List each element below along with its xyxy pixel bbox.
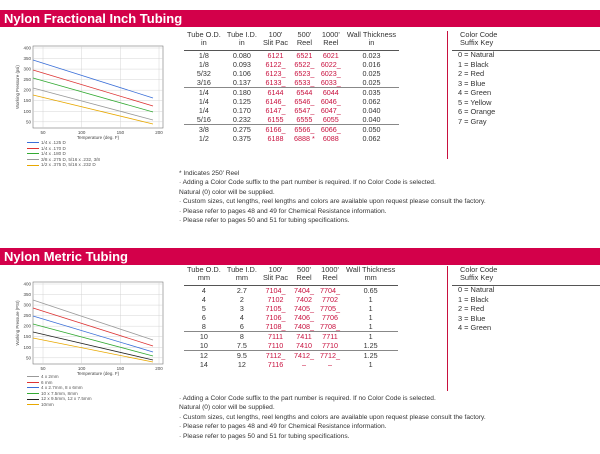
reel-1000-part-cell: 6055 (322, 115, 339, 124)
table-row (184, 106, 399, 115)
table-row (184, 97, 399, 106)
key-item: 6 = Orange (458, 107, 496, 116)
y-tick-label: 400 (23, 45, 31, 51)
column-header-line: Tube O.D. (187, 265, 221, 274)
y-tick-label: 100 (23, 344, 31, 350)
note-line: · Please refer to pages 50 and 51 for tubing specifications. (179, 432, 350, 440)
tube-id-cell: 0.137 (232, 78, 251, 87)
reel-1000-part-cell: 7708_ (320, 322, 341, 331)
wall-thickness-cell: 1 (368, 304, 373, 313)
reel-500-part-cell: 6546_ (294, 97, 315, 106)
note-line: · Please refer to pages 48 and 49 for Chemical Resistance information. (179, 423, 387, 431)
slit-pac-part-cell: 7111 (260, 332, 291, 342)
column-header-line: Wall Thickness (346, 30, 397, 39)
reel-1000-part-cell: 6066_ (318, 125, 344, 135)
legend-item (27, 402, 92, 408)
slit-pac-part-cell: 7105_ (265, 304, 286, 313)
fractional-tubing-table (184, 31, 399, 143)
tube-id-cell: 12 (237, 360, 246, 369)
reel-500-part-cell: 7411 (291, 332, 317, 342)
legend-swatch (27, 165, 39, 166)
tube-od-cell: 1/8 (198, 51, 209, 60)
tube-id-cell: 0.080 (232, 51, 251, 60)
legend-swatch (27, 376, 39, 377)
legend-label: 1/4 x .170 D (41, 145, 66, 151)
column-header (317, 266, 343, 286)
x-tick-label: 150 (116, 366, 125, 371)
table-row (184, 295, 398, 304)
tube-id-cell: 0.125 (232, 97, 251, 106)
table-row (184, 134, 399, 143)
key-item: 0 = Natural (458, 285, 495, 294)
column-header-unit: Reel (296, 273, 312, 282)
tube-od-cell: 5/16 (196, 115, 211, 124)
wall-thickness-cell: 1 (368, 360, 373, 369)
note-line: · Please refer to pages 48 and 49 for Chemical Resistance information. (179, 207, 387, 215)
key-item: 2 = Red (458, 304, 485, 313)
reel-500-part-cell: 6522_ (294, 60, 315, 69)
reel-1000-part-cell: – (328, 360, 333, 369)
section-title-metric: Nylon Metric Tubing (0, 248, 600, 265)
legend-label: 10mm (41, 401, 54, 407)
tube-id-cell: 9.5 (224, 351, 260, 361)
tube-id-cell: 0.170 (232, 106, 251, 115)
legend-swatch (27, 159, 39, 160)
notes-fractional (179, 169, 486, 225)
tube-id-cell: 3 (239, 304, 244, 313)
tube-od-cell: 14 (199, 360, 208, 369)
table-row (184, 286, 398, 296)
table-row (184, 322, 398, 332)
table-row (184, 351, 398, 361)
reel-1000-part-cell: 6023_ (320, 69, 341, 78)
reel-500-part-cell: 6523_ (294, 69, 315, 78)
slit-pac-part-cell: 6133_ (265, 78, 286, 87)
slit-pac-part-cell: 6146_ (265, 97, 286, 106)
key-item: 0 = Natural (458, 50, 495, 59)
tube-od-cell: 1/4 (184, 88, 224, 98)
x-tick-label: 200 (155, 130, 163, 135)
reel-500-part-cell: 6521 (296, 51, 313, 60)
wall-thickness-cell: 0.025 (362, 69, 381, 78)
legend-label: 1/4 x .125 D (41, 140, 66, 145)
slit-pac-part-cell: 6144 (260, 88, 291, 98)
note-line: · Please refer to pages 50 and 51 for tubing specifications. (179, 217, 350, 225)
reel-500-part-cell: – (302, 360, 307, 369)
wall-thickness-cell: 0.65 (363, 286, 378, 295)
table-divider (447, 266, 448, 391)
wall-thickness-cell: 0.025 (362, 78, 381, 87)
key-item: 4 = Green (458, 323, 492, 332)
tube-id-cell: 0.180 (224, 88, 260, 98)
tube-id-cell: 0.093 (232, 60, 251, 69)
pressure-chart-metric (3, 276, 175, 416)
tube-od-cell: 12 (184, 351, 224, 361)
wall-thickness-cell: 1 (368, 322, 373, 331)
key-item: 1 = Black (458, 59, 489, 69)
slit-pac-part-cell: 7116 (267, 360, 284, 369)
tube-id-cell: 2.7 (236, 286, 247, 295)
slit-pac-part-cell: 6188 (267, 134, 284, 143)
reel-1000-part-cell: 6022_ (320, 60, 341, 69)
wall-thickness-cell: 1.25 (363, 341, 378, 350)
key-item: 4 = Green (458, 88, 492, 97)
table-row (184, 125, 399, 135)
reel-1000-part-cell: 6046_ (320, 97, 341, 106)
reel-1000-part-cell: 6033_ (320, 78, 341, 87)
legend-swatch (27, 404, 39, 405)
note-line: Natural (0) color will be supplied. (179, 404, 275, 412)
table-row (184, 304, 398, 313)
reel-500-part-cell: 7412_ (291, 351, 317, 361)
wall-thickness-cell: 1 (368, 295, 373, 304)
reel-500-part-cell: 7405_ (294, 304, 315, 313)
color-code-key (452, 31, 497, 126)
table-row (184, 60, 399, 69)
legend-item (27, 162, 100, 168)
slit-pac-part-cell: 7102 (267, 295, 284, 304)
reel-1000-part-cell: 7711 (317, 332, 343, 342)
tube-id-cell: 0.232 (232, 115, 251, 124)
reel-500-part-cell: 7408_ (294, 322, 315, 331)
tube-od-cell: 3/8 (184, 125, 224, 135)
column-header (260, 266, 291, 286)
reel-500-part-cell: 7406_ (294, 313, 315, 322)
y-tick-label: 400 (23, 281, 31, 287)
key-item: 3 = Blue (458, 313, 486, 323)
column-header-line: 500' (297, 30, 312, 39)
y-tick-label: 300 (23, 66, 31, 72)
y-axis-label: Working Pressure (PSI) (15, 300, 20, 346)
column-header-line: 100' (268, 30, 283, 39)
column-header (344, 31, 399, 51)
reel-1000-part-cell: 7705_ (320, 304, 341, 313)
wall-thickness-cell: 0.040 (362, 106, 381, 115)
y-tick-label: 300 (23, 302, 31, 308)
column-header-unit: in (239, 38, 245, 47)
wall-thickness-cell: 1 (368, 313, 373, 322)
legend-label: 1/2 x .375 D, 5/16 x .232 D (41, 162, 96, 168)
x-tick-label: 50 (40, 130, 46, 135)
reel-1000-part-cell: 6021 (322, 51, 339, 60)
table-header-row (184, 266, 398, 286)
table-row (184, 51, 399, 61)
legend-label: 12 x 9.5mm, 12 x 7.5mm (41, 396, 92, 402)
table-row (184, 360, 398, 369)
slit-pac-part-cell: 6147_ (265, 106, 286, 115)
wall-thickness-cell: 0.035 (344, 88, 399, 98)
legend-label: 4 x 2mm (41, 374, 59, 379)
reel-1000-part-cell: 7704_ (320, 286, 341, 295)
y-tick-label: 150 (23, 98, 31, 104)
pressure-chart-fractional (3, 40, 175, 170)
slit-pac-part-cell: 6155 (267, 115, 284, 124)
y-tick-label: 50 (25, 355, 31, 361)
table-row (184, 332, 398, 342)
note-line: · Adding a Color Code suffix to the part number is required. If no Color Code is selected. (179, 179, 436, 187)
key-header-line: Suffix Key (460, 38, 494, 47)
tube-od-cell: 4 (201, 295, 206, 304)
column-header-line: 500' (297, 265, 311, 274)
column-header (224, 266, 260, 286)
table-row (184, 115, 399, 125)
key-header-rule (452, 50, 600, 51)
slit-pac-part-cell: 6122_ (265, 60, 286, 69)
column-header-unit: mm (197, 273, 211, 282)
wall-thickness-cell: 0.062 (362, 97, 381, 106)
tube-od-cell: 6 (201, 313, 206, 322)
tube-od-cell: 5/32 (196, 69, 211, 78)
color-code-key (452, 266, 497, 333)
table-row (184, 341, 398, 351)
key-header-line: Color Code (460, 30, 498, 39)
slit-pac-part-cell: 7104_ (265, 286, 286, 295)
note-line: · Adding a Color Code suffix to the part number is required. If no Color Code is selected. (179, 395, 436, 402)
column-header-unit: Slit Pac (262, 273, 289, 282)
y-tick-label: 200 (23, 87, 31, 93)
tube-od-cell: 10 (199, 341, 208, 350)
table-row (184, 69, 399, 78)
legend-swatch (27, 142, 39, 143)
reel-1000-part-cell: 6088 (322, 134, 339, 143)
legend-label: 6 mm (41, 379, 53, 385)
tube-od-cell: 3/16 (196, 78, 211, 87)
notes-metric (179, 394, 486, 441)
plot-area (33, 46, 163, 128)
wall-thickness-cell: 1.25 (343, 351, 398, 361)
reel-500-part-cell: 7404_ (294, 286, 315, 295)
tube-id-cell: 8 (224, 332, 260, 342)
wall-thickness-cell: 0.023 (362, 51, 381, 60)
tube-id-cell: 6 (239, 322, 244, 331)
tube-id-cell: 2 (239, 295, 244, 304)
table-header-row (184, 31, 399, 51)
key-header-rule (452, 285, 600, 286)
reel-500-part-cell: 7402 (296, 295, 313, 304)
slit-pac-part-cell: 6121 (267, 51, 284, 60)
column-header-unit: Reel (296, 38, 313, 47)
column-header-line: Tube O.D. (187, 30, 221, 39)
column-header-unit: Slit Pac (262, 38, 289, 47)
tube-od-cell: 4 (201, 286, 206, 295)
legend-swatch (27, 393, 39, 394)
wall-thickness-cell: 0.062 (362, 134, 381, 143)
slit-pac-part-cell: 6123_ (265, 69, 286, 78)
legend-swatch (27, 387, 39, 388)
legend-swatch (27, 382, 39, 383)
table-row (184, 88, 399, 98)
y-tick-label: 350 (23, 292, 31, 298)
y-tick-label: 100 (23, 108, 31, 114)
column-header (318, 31, 344, 51)
tube-od-cell: 1/4 (198, 106, 209, 115)
wall-thickness-cell: 0.050 (344, 125, 399, 135)
note-line: · Custom sizes, cut lengths, reel lengths and colors are available upon request please consult the factory. (179, 198, 486, 206)
key-header-line: Suffix Key (460, 273, 494, 282)
key-header (452, 266, 497, 282)
slit-pac-part-cell: 6166_ (260, 125, 291, 135)
reel-500-part-cell: 6544 (291, 88, 318, 98)
reel-1000-part-cell: 6047_ (320, 106, 341, 115)
slit-pac-part-cell: 7108_ (265, 322, 286, 331)
table-row (184, 313, 398, 322)
tube-od-cell: 1/4 (198, 97, 209, 106)
column-header (260, 31, 291, 51)
reel-500-part-cell: 6547_ (294, 106, 315, 115)
tube-od-cell: 1/2 (198, 134, 209, 143)
column-header-line: Tube I.D. (226, 265, 257, 274)
table-row (184, 78, 399, 88)
tube-od-cell: 10 (184, 332, 224, 342)
x-tick-label: 100 (77, 130, 86, 135)
y-tick-label: 150 (23, 334, 31, 340)
y-tick-label: 250 (23, 313, 31, 319)
column-header-line: 1000' (321, 30, 340, 39)
reel-1000-part-cell: 7706 (322, 313, 339, 322)
x-axis-label: Temperature (deg. F) (76, 135, 120, 140)
tube-od-cell: 1/8 (198, 60, 209, 69)
legend-swatch (27, 399, 39, 400)
reel-500-part-cell: 6533_ (294, 78, 315, 87)
tube-id-cell: 0.275 (224, 125, 260, 135)
column-header-unit: mm (235, 273, 249, 282)
column-header-line: Tube I.D. (226, 30, 257, 39)
x-tick-label: 50 (40, 366, 46, 371)
reel-500-part-cell: 6566_ (291, 125, 318, 135)
note-line: * Indicates 250' Reel (179, 170, 240, 177)
reel-1000-part-cell: 6044 (318, 88, 344, 98)
legend-label: 10 x 7.5mm, 8mm (41, 390, 78, 396)
table-divider (447, 31, 448, 159)
wall-thickness-cell: 1 (343, 332, 398, 342)
legend-label: 3/8 x .275 D, 5/16 x .232, 3/8 (41, 156, 100, 162)
key-item: 2 = Red (458, 69, 485, 78)
note-line: Natural (0) color will be supplied. (179, 188, 275, 196)
tube-od-cell: 8 (201, 322, 206, 331)
legend-swatch (27, 153, 39, 154)
slit-pac-part-cell: 7110 (267, 341, 284, 350)
y-tick-label: 350 (23, 56, 31, 62)
column-header-unit: mm (364, 273, 377, 282)
column-header (291, 31, 318, 51)
legend-label: 4 x 2.7mm, 8 x 6mm (41, 385, 83, 391)
reel-500-part-cell: 6555 (296, 115, 313, 124)
key-header (452, 31, 497, 47)
chart-legend (27, 374, 92, 408)
legend-swatch (27, 148, 39, 149)
pressure-temperature-plot (3, 40, 175, 140)
tube-id-cell: 0.106 (232, 69, 251, 78)
slit-pac-part-cell: 7106_ (265, 313, 286, 322)
column-header-unit: in (201, 38, 207, 47)
legend-label: 1/4 x .180 D (41, 151, 66, 157)
plot-area (33, 282, 163, 364)
reel-1000-part-cell: 7710 (322, 341, 339, 350)
y-tick-label: 50 (25, 119, 31, 125)
key-item: 7 = Gray (458, 116, 487, 126)
key-item: 3 = Blue (458, 78, 486, 88)
column-header-line: 100' (268, 265, 283, 274)
wall-thickness-cell: 0.040 (362, 115, 381, 124)
column-header (184, 31, 224, 51)
x-tick-label: 100 (77, 366, 86, 371)
wall-thickness-cell: 0.016 (362, 60, 381, 69)
key-item: 5 = Yellow (458, 97, 492, 107)
y-axis-label: Working Pressure (psi) (15, 65, 20, 109)
x-tick-label: 150 (116, 130, 125, 135)
key-header-line: Color Code (460, 265, 498, 274)
note-line: · Custom sizes, cut lengths, reel lengths and colors are available upon request please consult the factory. (179, 413, 486, 421)
reel-1000-part-cell: 7712_ (317, 351, 343, 361)
metric-tubing-table (184, 266, 398, 369)
column-header-unit: Reel (322, 273, 338, 282)
pressure-temperature-plot (3, 276, 175, 376)
section-title-fractional: Nylon Fractional Inch Tubing (0, 10, 600, 27)
tube-id-cell: 4 (239, 313, 244, 322)
column-header (343, 266, 398, 286)
column-header-line: Wall Thickness (346, 265, 396, 274)
column-header (184, 266, 224, 286)
x-tick-label: 200 (155, 366, 163, 371)
reel-1000-part-cell: 7702 (322, 295, 339, 304)
column-header-unit: in (368, 38, 375, 47)
slit-pac-part-cell: 7112_ (260, 351, 291, 361)
reel-500-part-cell: 7410 (296, 341, 313, 350)
x-axis-label: Temperature (deg. F) (76, 371, 120, 376)
column-header (224, 31, 260, 51)
y-tick-label: 200 (23, 323, 31, 329)
tube-id-cell: 7.5 (236, 341, 247, 350)
y-tick-label: 250 (23, 77, 31, 83)
tube-od-cell: 5 (201, 304, 206, 313)
column-header (291, 266, 317, 286)
tube-id-cell: 0.375 (232, 134, 251, 143)
column-header-unit: Reel (323, 38, 339, 47)
column-header-line: 1000' (321, 265, 339, 274)
key-item: 1 = Black (458, 294, 489, 304)
chart-legend (27, 140, 100, 168)
reel-500-part-cell: 6888 * (294, 134, 315, 143)
